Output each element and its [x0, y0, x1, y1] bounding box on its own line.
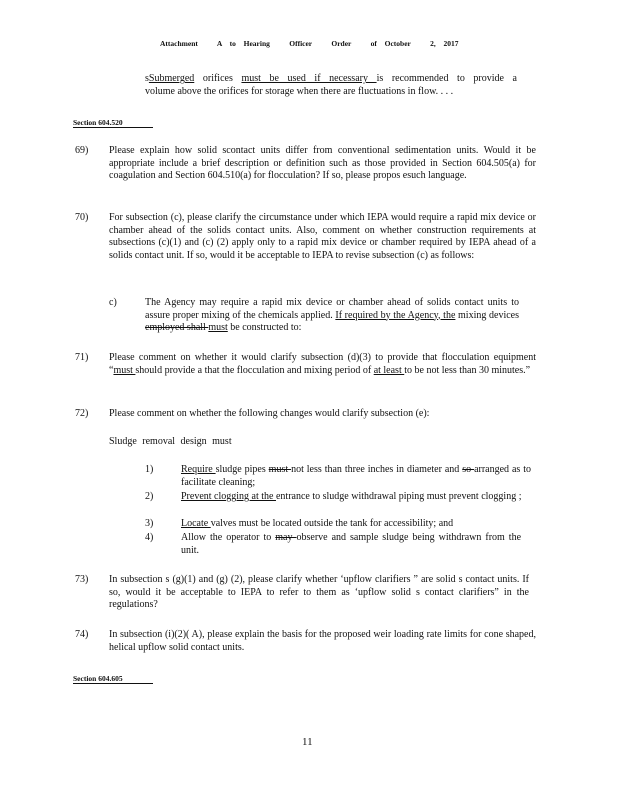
- list-item-2-text: Prevent clogging at the entrance to sludge withdrawal piping must prevent clogging ;: [181, 491, 522, 502]
- section-underline: [73, 683, 153, 684]
- question-number-69: 69): [75, 145, 89, 156]
- question-72-text: Please comment on whether the following changes would clarify subsection (e):: [109, 408, 430, 419]
- subsection-c-text: The Agency may require a rapid mix device or chamber ahead of solids contact units to assure proper mixing of the chemicals applied. If required by the Agency, the mixing devices employed shall must be constructed to:: [145, 297, 519, 333]
- question-number-71: 71): [75, 352, 89, 363]
- list-item-3-text: Locate valves must be located outside the tank for accessibility; and: [181, 518, 454, 529]
- intro-paragraph: sSubmerged orifices must be used if necessary is recommended to provide a volume above the orifices for storage when there are fluctuations in flow. . . .: [145, 73, 517, 97]
- page-header: Attachment A to Hearing Officer Order of October 2, 2017: [160, 39, 459, 48]
- question-74-text: In subsection (i)(2)( A), please explain the basis for the proposed weir loading rate limits for cone shaped, helical upflow solid contact units.: [109, 629, 536, 653]
- question-69-text: Please explain how solid scontact units differ from conventional sedimentation units. Would it be appropriate include a brief description or definition such as those provided in Section 604.505(a) for coagulation and Section 604.510(a) for flocculation? If so, please propos esuch language.: [109, 145, 536, 181]
- question-number-74: 74): [75, 629, 89, 640]
- page-number: 11: [302, 736, 313, 748]
- section-heading-604-520: Section 604.520: [73, 118, 123, 127]
- question-number-73: 73): [75, 574, 89, 585]
- list-item-1-text: Require sludge pipes must not less than three inches in diameter and so arranged as to facilitate cleaning;: [181, 464, 532, 488]
- question-70-text: For subsection (c), please clarify the circumstance under which IEPA would require a rapid mix device or chamber ahead of the solids contact units. Also, comment on whether construction requirements at subsections (c)(1) and (c) (2) apply only to a rapid mix device or chamber required by IEPA ahead of a solids contact unit. If so, would it be acceptable to IEPA to revise subsection (c) as follows:: [109, 212, 536, 261]
- list-item-number: 4): [145, 532, 154, 543]
- list-item-number: 2): [145, 491, 154, 502]
- section-underline: [73, 127, 153, 128]
- question-71-text: Please comment on whether it would clarify subsection (d)(3) to provide that flocculation equipment “must should provide a that the flocculation and mixing period of at least to be not less than 30 minutes.”: [109, 352, 536, 376]
- question-number-72: 72): [75, 408, 89, 419]
- section-heading-604-605: Section 604.605: [73, 674, 123, 683]
- subsection-c-label: c): [109, 297, 117, 308]
- question-73-text: In subsection s (g)(1) and (g) (2), please clarify whether ‘upflow clarifiers ” are solid s contact units. If so, would it be acceptable to IEPA to refer to them as ‘upflow solid s contact clarifiers” in the regulations?: [109, 574, 529, 610]
- list-item-number: 3): [145, 518, 154, 529]
- list-item-4-text: Allow the operator to may observe and sample sludge being withdrawn from the unit.: [181, 532, 522, 556]
- sludge-removal-heading: Sludge removal design must: [109, 436, 232, 447]
- question-number-70: 70): [75, 212, 89, 223]
- list-item-number: 1): [145, 464, 154, 475]
